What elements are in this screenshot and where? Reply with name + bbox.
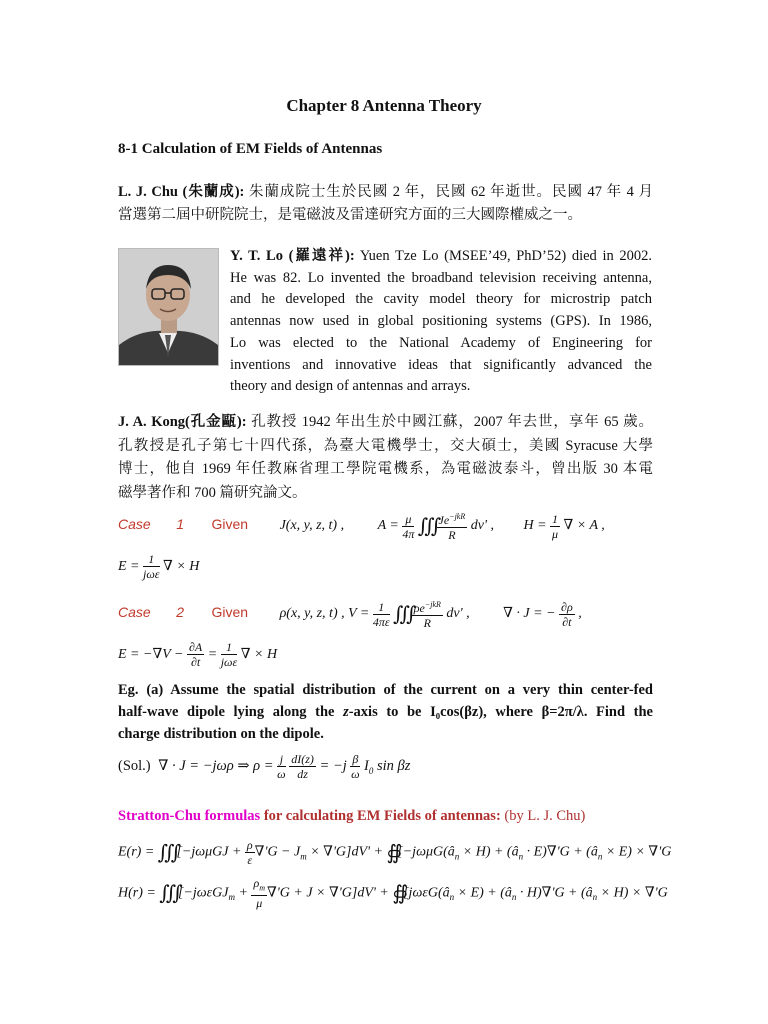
stratton-equations — [0, 830, 768, 910]
solution-equation: ∇ · J = −jωρ ⇒ ρ = $\frac{j}{\omega}$ $\frac{dI(z)}{dz}$ = −j $\frac{\beta}{\omega}$ $I_0$ sin βz — [158, 752, 411, 781]
kong-line-1: 孔教授 1942 年出生於中國江蘇，2007 年去世，享年 65 歲。 — [251, 414, 654, 430]
case2-number: 2 — [176, 604, 184, 621]
example-line-1: Eg. (a) Assume the spatial distribution of the current on a very thin center-fed — [118, 682, 653, 698]
case2-charge-expr: ρ(x, y, z, t) , V = $\frac{1}{4\pi\varepsilon}$ ∭ $\frac{\rho e^{-jkR}}{R}$ dv' , — [279, 599, 470, 630]
lo-line-3: and he developed the cavity model theory for microstrip patch — [230, 291, 652, 308]
case2-continuity: ∇ · J = − $\frac{\partial\rho}{\partial t}$ , — [503, 599, 582, 629]
chu-line-1: 朱蘭成院士生於民國 2 年，民國 62 年逝世。民國 47 年 4 月 — [248, 184, 653, 200]
example-line-3: charge distribution on the dipole. — [118, 726, 324, 742]
lo-line-1: Yuen Tze Lo (MSEE’49, PhD’52) died in 2002. — [359, 248, 653, 264]
case1-given: Given — [211, 516, 249, 533]
case1-vector-potential: A = $\frac{\mu}{4\pi}$ ∭ $\frac{Je^{-jkR}}{R}$ dv' , — [377, 511, 494, 542]
case1-h-field: H = $\frac{1}{\mu}$ ∇ × A , — [523, 511, 605, 541]
example-line-2b: z — [343, 704, 349, 720]
case1-current-expr: J(x, y, z, t) , — [279, 518, 345, 534]
stratton-credit: (by L. J. Chu) — [504, 808, 586, 824]
lo-line-4: antennas now used in global positioning systems (GPS). In 1986, — [230, 313, 652, 330]
kong-line-3: 博士，他自 1969 年任教麻省理工學院電機系，為電磁波泰斗，曾出版 30 本電 — [118, 461, 653, 477]
kong-line-2: 孔教授是孔子第七十四代孫，為臺大電機學士，交大碩士，美國 Syracuse 大學 — [118, 437, 653, 454]
kong-line-4: 磁學著作和 700 篇研究論文。 — [118, 484, 307, 501]
case2-given: Given — [211, 604, 249, 621]
case2-row — [118, 598, 582, 630]
lo-line-5: Lo was elected to the National Academy of Engineering for — [230, 334, 652, 351]
case1-number: 1 — [176, 516, 184, 533]
stratton-desc: for calculating EM Fields of antennas: — [260, 808, 505, 824]
case1-e-field: E = $\frac{1}{\text{jωε}}$ ∇ × H — [118, 552, 200, 581]
chu-line-2: 當選第二屆中研院院士，是電磁波及雷達研究方面的三大國際權威之一。 — [118, 207, 582, 223]
example-line-2e: , where — [483, 704, 542, 720]
stratton-e-equation: E(r) = ∭[−jωμGJ + $\frac{\rho}{\varepsilon}$ $\nabla'G - J_m \times \nabla'G]dV'$ + $∯[-j\omega\mu G(â_n \times H)$ + $(â_n \cdot E)\nabla'G$ + $(â_n \times E) \times \nabla'G$ — [118, 838, 672, 867]
lo-label: Y. T. Lo (羅遠祥): — [230, 248, 355, 264]
example-line-2f: β=2π/λ — [541, 704, 584, 720]
kong-paragraph — [118, 411, 653, 505]
example-line-2a: half-wave dipole lying along the — [118, 704, 344, 720]
lo-line-7: theory and design of antennas and arrays. — [230, 378, 471, 395]
portrait-photo — [118, 248, 219, 366]
example-paragraph — [118, 679, 653, 745]
kong-label: J. A. Kong(孔金甌): — [118, 414, 247, 430]
case2-label: Case — [118, 604, 151, 621]
page-title: Chapter 8 Antenna Theory — [286, 96, 482, 115]
lo-line-6: inventions and innovative ideas that significantly advanced the — [230, 356, 652, 373]
example-line-2d: I₀cos(βz) — [430, 704, 484, 720]
lo-paragraph — [230, 246, 652, 398]
case2-e-field: E = −∇V − $\frac{\partial A}{\partial t}$ = $\frac{1}{\text{jωε}}$ ∇ × H — [118, 640, 278, 669]
example-line-2c: -axis to be — [348, 704, 431, 720]
lo-line-2: He was 82. Lo invented the broadband television receiving antenna, — [230, 269, 652, 286]
section-heading: 8-1 Calculation of EM Fields of Antennas — [118, 141, 383, 157]
chu-paragraph — [118, 181, 653, 227]
chu-label: L. J. Chu (朱蘭成): — [118, 184, 245, 200]
solution-row — [118, 752, 410, 781]
solution-label: (Sol.) — [118, 757, 151, 774]
case1-row — [118, 510, 605, 542]
example-line-2g: . Find the — [583, 704, 653, 720]
stratton-title: Stratton-Chu formulas — [118, 808, 261, 824]
case1-label: Case — [118, 516, 151, 533]
stratton-h-equation: H(r) = ∭[−jωεGJ$_m$ + $\frac{\rho_m}{\mu}$ $\nabla'G + J \times \nabla'G]dV' + ∯[j\omega\varepsilon G(â_n \times E)$ + $(â_n \cdot H)\nabla'G$ + $(â_n \times H) \times \nabla'G$ — [118, 876, 668, 910]
stratton-chu-heading — [118, 808, 585, 825]
